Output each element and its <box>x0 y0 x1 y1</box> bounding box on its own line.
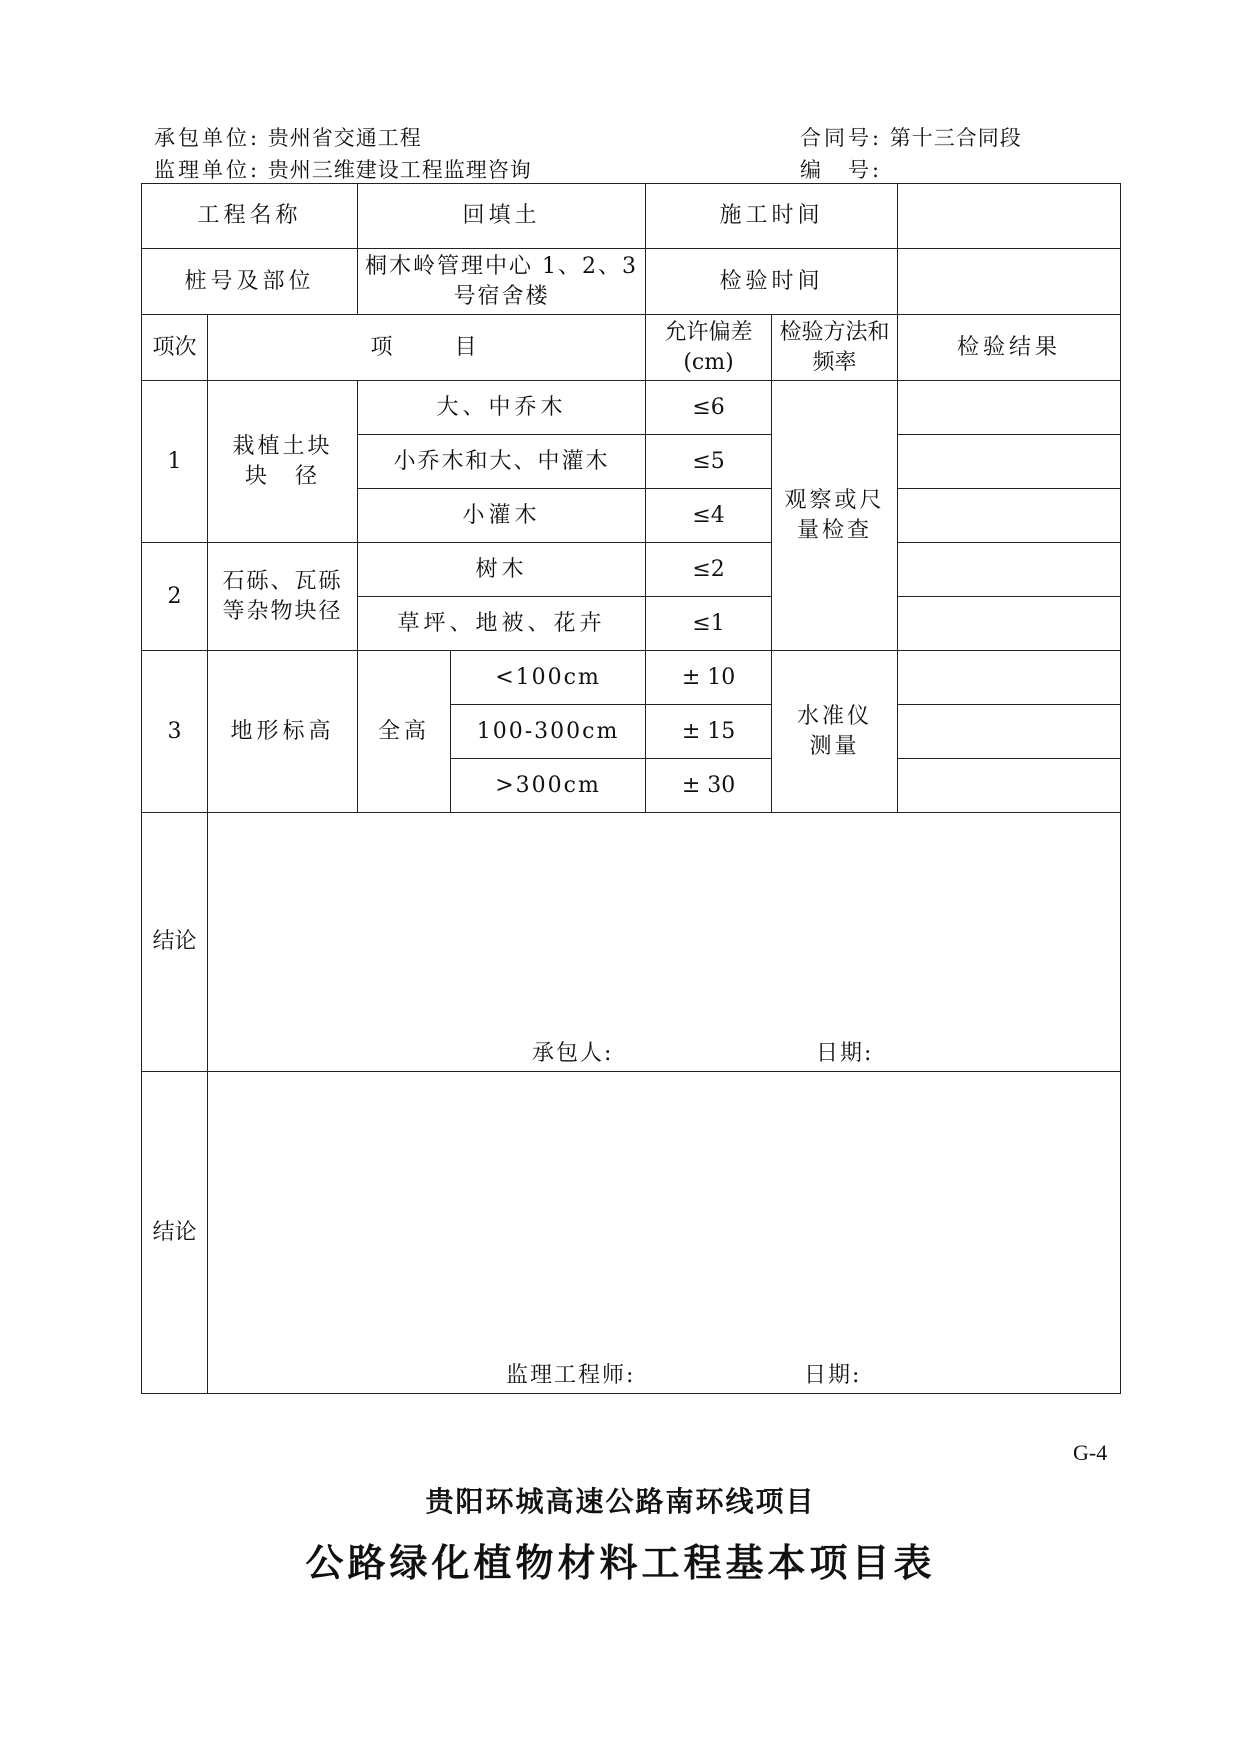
row1-sub-2: 小乔木和大、中灌木 <box>358 435 646 489</box>
method-level: 水准仪测量 <box>772 651 898 813</box>
row3-name: 地形标高 <box>208 651 358 813</box>
result-cell[interactable] <box>898 435 1121 489</box>
row3-group: 全高 <box>358 651 451 813</box>
row1-no: 1 <box>142 381 208 543</box>
table-row <box>142 651 1121 705</box>
result-cell[interactable] <box>898 705 1121 759</box>
col-item: 项 目 <box>208 315 646 381</box>
row3-no: 3 <box>142 651 208 813</box>
column-header-row <box>142 315 1121 381</box>
row2-no: 2 <box>142 543 208 651</box>
engineer-sign-label: 监理工程师: <box>506 1363 636 1388</box>
row2-tol-2: ≤1 <box>646 597 772 651</box>
project-name-value[interactable]: 回填土 <box>358 184 646 249</box>
project-name-label: 工程名称 <box>142 184 358 249</box>
contract-no-value: 第十三合同段 <box>889 126 1022 150</box>
row1-name: 栽植土块块 径 <box>208 381 358 543</box>
col-method: 检验方法和频率 <box>772 315 898 381</box>
conclusion1-body[interactable] <box>208 813 1121 1072</box>
result-cell[interactable] <box>898 489 1121 543</box>
inspection-time-value[interactable] <box>898 249 1121 315</box>
contract-no-line <box>800 122 1022 152</box>
construction-time-label: 施工时间 <box>646 184 898 249</box>
contractor-sign-label: 承包人: <box>532 1041 614 1066</box>
inspection-table <box>141 183 1121 1394</box>
contractor-date-label: 日期: <box>816 1041 874 1066</box>
row3-tol-2: ± 15 <box>646 705 772 759</box>
result-cell[interactable] <box>898 543 1121 597</box>
conclusion-row-1 <box>142 813 1121 1072</box>
col-item-no: 项次 <box>142 315 208 381</box>
result-cell[interactable] <box>898 651 1121 705</box>
row1-tol-2: ≤5 <box>646 435 772 489</box>
project-title: 贵阳环城高速公路南环线项目 <box>425 1485 816 1518</box>
row1-tol-3: ≤4 <box>646 489 772 543</box>
conclusion2-label: 结论 <box>142 1072 208 1394</box>
contract-no-label: 合同号: <box>800 126 883 150</box>
table-row <box>142 543 1121 597</box>
info-row-2 <box>142 249 1121 315</box>
form-code: G-4 <box>1073 1440 1108 1465</box>
row1-sub-3: 小灌木 <box>358 489 646 543</box>
conclusion1-label: 结论 <box>142 813 208 1072</box>
row2-sub-1: 树木 <box>358 543 646 597</box>
method-observe: 观察或尺量检查 <box>772 381 898 651</box>
station-label: 桩号及部位 <box>142 249 358 315</box>
col-result: 检验结果 <box>898 315 1121 381</box>
row3-sub-2: 100-300cm <box>451 705 646 759</box>
table-row <box>142 381 1121 435</box>
row3-tol-3: ± 30 <box>646 759 772 813</box>
row1-tol-1: ≤6 <box>646 381 772 435</box>
supervisor-label: 监理单位: <box>154 158 261 182</box>
row2-tol-1: ≤2 <box>646 543 772 597</box>
inspection-time-label: 检验时间 <box>646 249 898 315</box>
conclusion2-body[interactable] <box>208 1072 1121 1394</box>
row3-sub-1: <100cm <box>451 651 646 705</box>
form-title: 公路绿化植物材料工程基本项目表 <box>305 1540 936 1585</box>
row1-sub-1: 大、中乔木 <box>358 381 646 435</box>
construction-time-value[interactable] <box>898 184 1121 249</box>
row2-sub-2: 草坪、地被、花卉 <box>358 597 646 651</box>
conclusion-row-2 <box>142 1072 1121 1394</box>
result-cell[interactable] <box>898 597 1121 651</box>
contractor-label: 承包单位: <box>154 126 261 150</box>
row3-tol-1: ± 10 <box>646 651 772 705</box>
info-row-1 <box>142 184 1121 249</box>
serial-no-label: 编 号: <box>800 158 883 182</box>
supervisor-value: 贵州三维建设工程监理咨询 <box>267 158 532 182</box>
result-cell[interactable] <box>898 759 1121 813</box>
contractor-value: 贵州省交通工程 <box>267 126 422 150</box>
row3-sub-3: >300cm <box>451 759 646 813</box>
col-tolerance: 允许偏差(cm) <box>646 315 772 381</box>
supervisor-line <box>154 154 532 184</box>
station-value[interactable]: 桐木岭管理中心 1、2、3 号宿舍楼 <box>358 249 646 315</box>
engineer-date-label: 日期: <box>804 1363 862 1388</box>
serial-no-line <box>800 154 882 184</box>
result-cell[interactable] <box>898 381 1121 435</box>
contractor-line <box>154 122 422 152</box>
row2-name: 石砾、瓦砾等杂物块径 <box>208 543 358 651</box>
